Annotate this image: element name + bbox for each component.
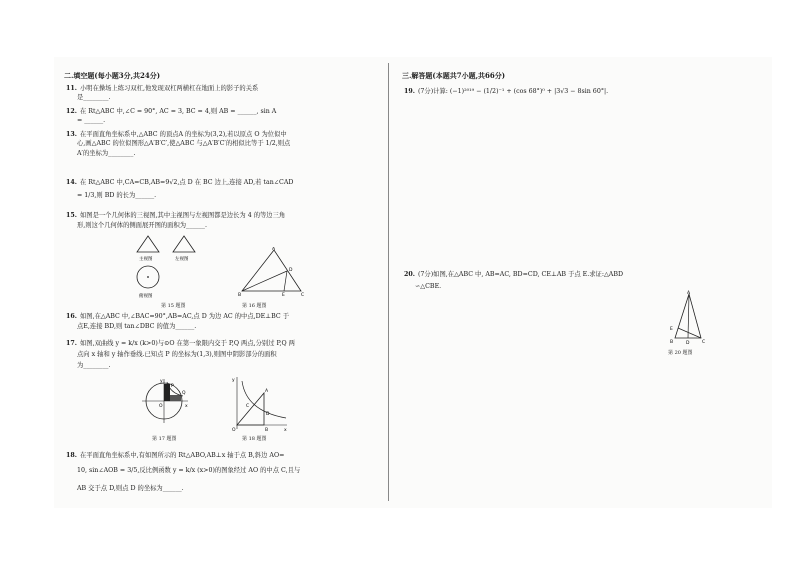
label-o: O [232, 428, 236, 433]
top-view-center [147, 276, 149, 278]
label-y: y [232, 378, 235, 383]
figure-20-isosceles-triangle [666, 290, 710, 346]
q20-number: 20. [404, 271, 415, 278]
side-view-triangle [173, 236, 195, 252]
figure-16-triangle [237, 247, 307, 297]
label-e: E [670, 327, 673, 332]
front-view-triangle [137, 236, 159, 252]
q18-line-2: 10, sin∠AOB = 3/5,反比例函数 y = k/x (x>0)的图象经过 AO 的中点 C,且与 [77, 467, 301, 474]
label-a: A [265, 389, 269, 394]
top-view-label: 俯视图 [139, 294, 153, 299]
exam-sheet [54, 57, 772, 508]
label-a: A [687, 291, 691, 296]
q16-line-2: 点E,连接 BD,则 tan∠DBC 的值为______. [77, 323, 197, 330]
q14-line-1: 14. 在 Rt△ABC 中,CA=CB,AB=9√2,点 D 在 BC 边上,连接 AD,若 tan∠CAD [66, 179, 294, 186]
q14-line-2: = 1/3,则 BD 的长为______. [77, 192, 157, 199]
label-x: x [284, 428, 287, 433]
q11-line-2: 是________. [77, 94, 111, 101]
label-x: x [185, 404, 188, 409]
label-a: A [272, 247, 276, 252]
q11-line-1: 11. 小明在操场上练习双杠,他发现双杠两横杠在地面上的影子的关系 [66, 85, 259, 92]
q17-number: 17. [66, 340, 77, 347]
figure-16-caption: 第 16 题图 [242, 303, 267, 309]
front-view-label: 主视图 [139, 257, 153, 262]
section-header-solutions: 三.解答题(本题共7小题,共66分) [402, 71, 506, 80]
figure-17-circle-hyperbola [140, 377, 190, 425]
q12-number: 12. [66, 108, 77, 115]
q16-line-1: 16. 如图,在△ABC 中,∠BAC=90°,AB=AC,点 D 为边 AC 的中点,DE⊥BC 于 [66, 313, 290, 320]
side-view-label: 左视图 [175, 257, 189, 262]
label-y: y [160, 379, 163, 384]
section-header-fill-blank: 二.填空题(每小题3分,共24分) [64, 71, 161, 80]
q17-line-3: 为________. [77, 362, 111, 369]
q17-line-2: 点向 x 轴和 y 轴作垂线.已知点 P 的坐标为(1,3),则图中阴影部分的面积 [77, 351, 277, 358]
segment-de [284, 271, 287, 291]
q18-line-1: 18. 在平面直角坐标系中,有如图所示的 Rt△ABO,AB⊥x 轴于点 B,斜边 AO= [66, 452, 285, 459]
q13-number: 13. [66, 131, 77, 138]
q17-line-1: 17. 如图,双曲线 y = k/x (k>0)与⊙O 在第一象限内交于 P,Q 两点,分别过 P,Q 两 [66, 340, 295, 347]
q18-line-3: AB 交于点 D,则点 D 的坐标为______. [77, 485, 184, 492]
label-d: D [266, 412, 270, 417]
label-e: E [282, 293, 285, 297]
q16-number: 16. [66, 313, 77, 320]
label-c: C [246, 404, 250, 409]
figure-20-caption: 第 20 题图 [668, 350, 693, 356]
label-p: P [171, 384, 174, 389]
figure-18-caption: 第 18 题图 [242, 436, 267, 442]
q19-line: 19. (7分)计算: (−1)²⁰¹⁹ − (1/2)⁻¹ + (cos 68°)⁰ + |3√3 − 8sin 60°|. [404, 88, 609, 95]
q11-number: 11. [66, 85, 77, 92]
label-d: D [686, 341, 690, 346]
label-b: B [670, 340, 674, 345]
segment-ad [688, 294, 689, 338]
shaded-rect-q [170, 395, 181, 401]
q13-line-3: A′的坐标为________. [77, 150, 136, 157]
q18-number: 18. [66, 452, 77, 459]
label-c: C [301, 293, 305, 297]
figure-15-caption: 第 15 题图 [161, 303, 186, 309]
q15-line-1: 15. 如图是一个几何体的三视图,其中主视图与左视图都是边长为 4 的等边三角 [66, 212, 286, 219]
q15-line-2: 形,则这个几何体的侧面展开图的面积为______. [77, 222, 207, 229]
label-b: B [238, 293, 242, 297]
q13-line-2: 心,画△ABC 的位似图形△A′B′C′,使△ABC 与△A′B′C′的相似比等于 1/2,则点 [77, 140, 291, 147]
figure-18-triangle-hyperbola [229, 375, 289, 433]
figure-17-caption: 第 17 题图 [152, 436, 177, 442]
figure-15-three-views [134, 234, 214, 312]
column-divider [388, 63, 389, 501]
label-q: Q [182, 391, 186, 396]
q12-line-2: = ______. [77, 117, 106, 124]
segment-ce [678, 328, 701, 338]
label-b: B [265, 428, 269, 433]
q13-line-1: 13. 在平面直角坐标系中,△ABC 的顶点A 的坐标为(3,2),若以原点 O 为位似中 [66, 131, 287, 138]
q20-line-2: ∽△CBE. [415, 283, 442, 290]
q19-number: 19. [404, 88, 415, 95]
label-c: C [702, 340, 706, 345]
label-d: D [289, 268, 293, 273]
q12-line-1: 12. 在 Rt△ABC 中,∠C = 90°, AC = 3, BC = 4,则 AB = ______, sin A [66, 108, 277, 115]
segment-bd [242, 271, 287, 291]
q20-line-1: 20. (7分)如图,在△ABC 中, AB=AC, BD=CD, CE⊥AB 于点 E.求证:△ABD [404, 271, 624, 278]
label-o: O [159, 404, 163, 409]
q15-number: 15. [66, 212, 77, 219]
q14-number: 14. [66, 179, 77, 186]
